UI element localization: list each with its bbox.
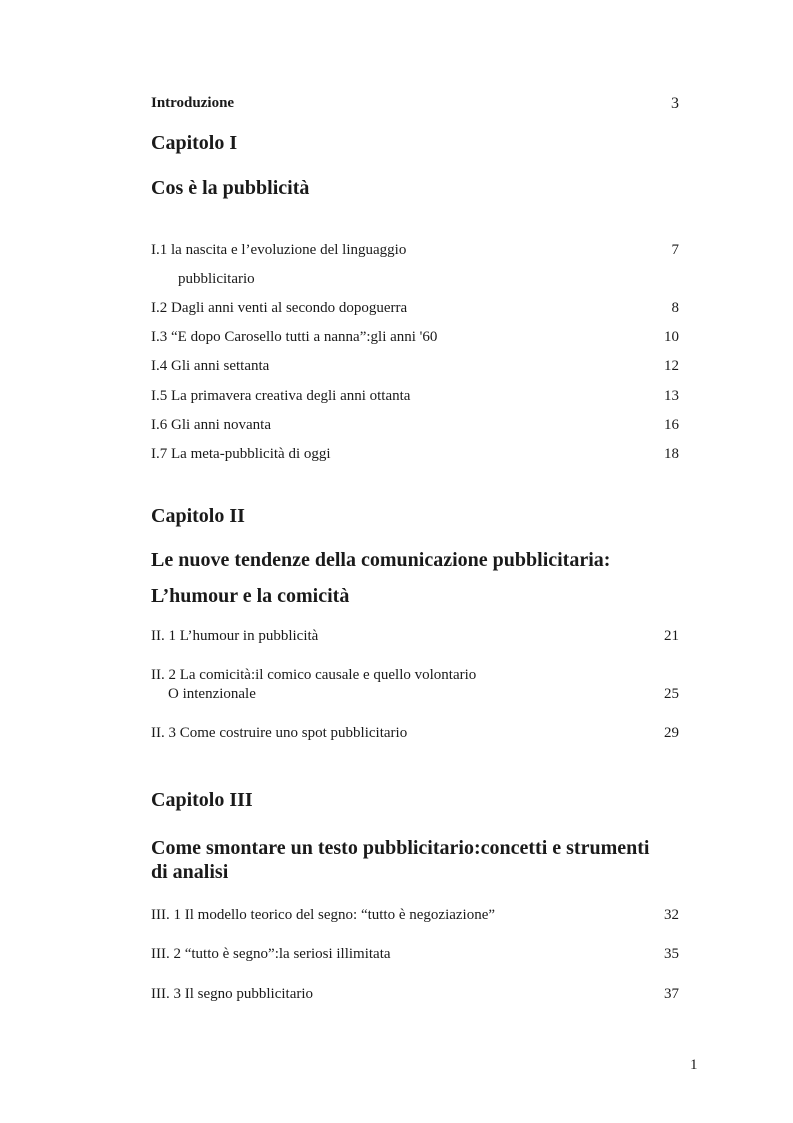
toc-entry-page: 21	[664, 628, 679, 644]
toc-entry-label: I.6 Gli anni novanta	[151, 417, 271, 433]
chapter-2-title-line-1: Le nuove tendenze della comunicazione pubblicitaria:	[151, 549, 611, 571]
toc-entry-label: I.2 Dagli anni venti al secondo dopoguerra	[151, 300, 408, 316]
toc-entry-page: 35	[664, 946, 679, 962]
toc-entry-page: 25	[664, 686, 679, 702]
page-number: 1	[690, 1057, 698, 1073]
chapter-3-title-line-2: di analisi	[151, 861, 229, 883]
chapter-1-title: Cos è la pubblicità	[151, 177, 310, 199]
toc-entry-page: 29	[664, 725, 679, 741]
toc-entry-label: I.4 Gli anni settanta	[151, 358, 270, 374]
toc-entry-page: 12	[664, 358, 679, 374]
toc-entry-label: III. 2 “tutto è segno”:la seriosi illimitata	[151, 946, 391, 962]
toc-entry-page: 10	[664, 329, 679, 345]
toc-entry-label: II. 1 L’humour in pubblicità	[151, 628, 319, 644]
toc-entry-label: I.3 “E dopo Carosello tutti a nanna”:gli anni '60	[151, 329, 438, 345]
toc-entry-page: 37	[664, 986, 679, 1002]
toc-entry-page: 18	[664, 446, 679, 462]
chapter-3-heading: Capitolo III	[151, 789, 253, 811]
toc-entry-label: III. 3 Il segno pubblicitario	[151, 986, 314, 1002]
chapter-2-title-line-2: L’humour e la comicità	[151, 585, 350, 607]
toc-entry-page: 8	[671, 300, 679, 316]
toc-intro-page: 3	[671, 95, 679, 112]
toc-entry-label: I.5 La primavera creativa degli anni ottanta	[151, 388, 411, 404]
toc-entry-page: 32	[664, 907, 679, 923]
toc-entry-continuation: O intenzionale	[168, 686, 256, 702]
toc-entry-page: 16	[664, 417, 679, 433]
toc-entry-continuation: pubblicitario	[178, 271, 255, 287]
toc-entry-page: 7	[671, 242, 679, 258]
chapter-2-heading: Capitolo II	[151, 505, 245, 527]
toc-entry-label: II. 3 Come costruire uno spot pubblicitario	[151, 725, 408, 741]
toc-entry-label: I.7 La meta-pubblicità di oggi	[151, 446, 331, 462]
toc-intro-label: Introduzione	[151, 95, 235, 111]
toc-entry-page: 13	[664, 388, 679, 404]
chapter-3-title-line-1: Come smontare un testo pubblicitario:concetti e strumenti	[151, 837, 650, 859]
toc-entry-label: I.1 la nascita e l’evoluzione del linguaggio	[151, 242, 407, 258]
chapter-1-heading: Capitolo I	[151, 132, 238, 154]
toc-entry-label: II. 2 La comicità:il comico causale e quello volontario	[151, 667, 477, 683]
toc-entry-label: III. 1 Il modello teorico del segno: “tutto è negoziazione”	[151, 907, 496, 923]
